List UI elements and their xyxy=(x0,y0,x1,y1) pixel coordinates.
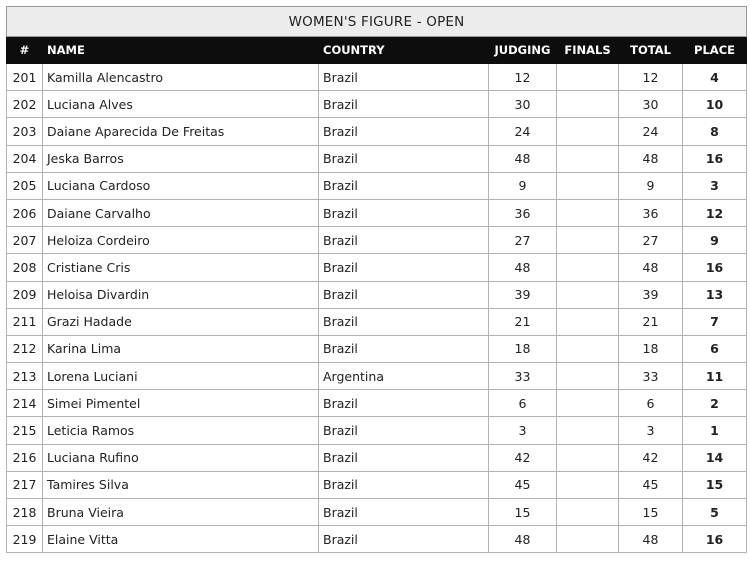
cell-finals xyxy=(557,417,619,444)
results-table-container xyxy=(6,6,746,553)
table-row xyxy=(7,254,747,281)
cell-name: Cristiane Cris xyxy=(43,254,319,281)
table-row xyxy=(7,118,747,145)
cell-total: 3 xyxy=(619,417,683,444)
table-row xyxy=(7,444,747,471)
cell-name: Karina Lima xyxy=(43,335,319,362)
cell-name: Luciana Rufino xyxy=(43,444,319,471)
cell-number: 203 xyxy=(7,118,43,145)
cell-country: Brazil xyxy=(319,91,489,118)
cell-finals xyxy=(557,308,619,335)
cell-judging: 27 xyxy=(489,227,557,254)
cell-number: 219 xyxy=(7,526,43,553)
cell-judging: 24 xyxy=(489,118,557,145)
cell-name: Daiane Carvalho xyxy=(43,199,319,226)
cell-name: Lorena Luciani xyxy=(43,363,319,390)
cell-country: Brazil xyxy=(319,471,489,498)
cell-place: 6 xyxy=(683,335,747,362)
table-row xyxy=(7,499,747,526)
cell-total: 36 xyxy=(619,199,683,226)
table-row xyxy=(7,417,747,444)
cell-finals xyxy=(557,444,619,471)
cell-number: 217 xyxy=(7,471,43,498)
cell-number: 211 xyxy=(7,308,43,335)
cell-country: Brazil xyxy=(319,64,489,91)
cell-judging: 36 xyxy=(489,199,557,226)
cell-place: 16 xyxy=(683,145,747,172)
cell-finals xyxy=(557,227,619,254)
cell-place: 16 xyxy=(683,526,747,553)
cell-name: Heloisa Divardin xyxy=(43,281,319,308)
cell-number: 201 xyxy=(7,64,43,91)
cell-place: 3 xyxy=(683,172,747,199)
cell-place: 11 xyxy=(683,363,747,390)
cell-number: 204 xyxy=(7,145,43,172)
cell-total: 6 xyxy=(619,390,683,417)
cell-country: Brazil xyxy=(319,199,489,226)
cell-country: Brazil xyxy=(319,390,489,417)
cell-number: 216 xyxy=(7,444,43,471)
table-row xyxy=(7,390,747,417)
cell-total: 21 xyxy=(619,308,683,335)
cell-country: Brazil xyxy=(319,172,489,199)
cell-number: 213 xyxy=(7,363,43,390)
cell-judging: 3 xyxy=(489,417,557,444)
cell-name: Daiane Aparecida De Freitas xyxy=(43,118,319,145)
cell-judging: 42 xyxy=(489,444,557,471)
cell-country: Brazil xyxy=(319,417,489,444)
cell-name: Jeska Barros xyxy=(43,145,319,172)
cell-total: 12 xyxy=(619,64,683,91)
cell-place: 2 xyxy=(683,390,747,417)
table-row xyxy=(7,64,747,91)
cell-finals xyxy=(557,335,619,362)
cell-total: 42 xyxy=(619,444,683,471)
cell-name: Luciana Cardoso xyxy=(43,172,319,199)
cell-judging: 48 xyxy=(489,254,557,281)
cell-finals xyxy=(557,199,619,226)
cell-place: 14 xyxy=(683,444,747,471)
cell-judging: 30 xyxy=(489,91,557,118)
cell-name: Leticia Ramos xyxy=(43,417,319,444)
results-table xyxy=(6,6,747,553)
cell-number: 207 xyxy=(7,227,43,254)
cell-number: 202 xyxy=(7,91,43,118)
cell-total: 48 xyxy=(619,254,683,281)
table-row xyxy=(7,199,747,226)
cell-judging: 39 xyxy=(489,281,557,308)
table-row xyxy=(7,227,747,254)
cell-total: 15 xyxy=(619,499,683,526)
table-row xyxy=(7,471,747,498)
header-total: TOTAL xyxy=(619,37,683,64)
table-title: WOMEN'S FIGURE - OPEN xyxy=(7,7,747,37)
table-row xyxy=(7,335,747,362)
cell-name: Elaine Vitta xyxy=(43,526,319,553)
cell-total: 27 xyxy=(619,227,683,254)
column-header-row xyxy=(7,37,747,64)
cell-number: 218 xyxy=(7,499,43,526)
cell-name: Luciana Alves xyxy=(43,91,319,118)
cell-judging: 33 xyxy=(489,363,557,390)
cell-country: Brazil xyxy=(319,499,489,526)
header-name: NAME xyxy=(43,37,319,64)
cell-number: 215 xyxy=(7,417,43,444)
cell-finals xyxy=(557,91,619,118)
cell-judging: 12 xyxy=(489,64,557,91)
cell-place: 10 xyxy=(683,91,747,118)
cell-total: 24 xyxy=(619,118,683,145)
table-row xyxy=(7,145,747,172)
cell-finals xyxy=(557,363,619,390)
cell-country: Brazil xyxy=(319,308,489,335)
cell-total: 48 xyxy=(619,145,683,172)
cell-total: 30 xyxy=(619,91,683,118)
cell-judging: 6 xyxy=(489,390,557,417)
header-place: PLACE xyxy=(683,37,747,64)
cell-number: 212 xyxy=(7,335,43,362)
cell-place: 16 xyxy=(683,254,747,281)
header-finals: FINALS xyxy=(557,37,619,64)
header-number: # xyxy=(7,37,43,64)
cell-finals xyxy=(557,281,619,308)
table-row xyxy=(7,172,747,199)
cell-place: 4 xyxy=(683,64,747,91)
header-country: COUNTRY xyxy=(319,37,489,64)
cell-finals xyxy=(557,390,619,417)
cell-country: Brazil xyxy=(319,281,489,308)
cell-finals xyxy=(557,118,619,145)
cell-finals xyxy=(557,471,619,498)
cell-total: 33 xyxy=(619,363,683,390)
cell-country: Brazil xyxy=(319,145,489,172)
cell-country: Argentina xyxy=(319,363,489,390)
cell-finals xyxy=(557,499,619,526)
cell-finals xyxy=(557,145,619,172)
cell-number: 209 xyxy=(7,281,43,308)
cell-place: 9 xyxy=(683,227,747,254)
cell-place: 15 xyxy=(683,471,747,498)
cell-country: Brazil xyxy=(319,227,489,254)
cell-total: 48 xyxy=(619,526,683,553)
cell-place: 8 xyxy=(683,118,747,145)
cell-finals xyxy=(557,64,619,91)
cell-number: 206 xyxy=(7,199,43,226)
cell-country: Brazil xyxy=(319,526,489,553)
cell-judging: 18 xyxy=(489,335,557,362)
cell-judging: 45 xyxy=(489,471,557,498)
table-row xyxy=(7,281,747,308)
cell-judging: 21 xyxy=(489,308,557,335)
table-title-row xyxy=(7,7,747,37)
cell-total: 45 xyxy=(619,471,683,498)
table-row xyxy=(7,308,747,335)
cell-country: Brazil xyxy=(319,335,489,362)
cell-total: 9 xyxy=(619,172,683,199)
cell-finals xyxy=(557,172,619,199)
cell-country: Brazil xyxy=(319,118,489,145)
table-row xyxy=(7,91,747,118)
cell-judging: 15 xyxy=(489,499,557,526)
cell-total: 18 xyxy=(619,335,683,362)
cell-number: 208 xyxy=(7,254,43,281)
cell-place: 7 xyxy=(683,308,747,335)
cell-country: Brazil xyxy=(319,444,489,471)
cell-country: Brazil xyxy=(319,254,489,281)
cell-place: 5 xyxy=(683,499,747,526)
cell-place: 1 xyxy=(683,417,747,444)
cell-name: Grazi Hadade xyxy=(43,308,319,335)
cell-number: 214 xyxy=(7,390,43,417)
cell-place: 13 xyxy=(683,281,747,308)
header-judging: JUDGING xyxy=(489,37,557,64)
cell-name: Heloiza Cordeiro xyxy=(43,227,319,254)
cell-finals xyxy=(557,254,619,281)
table-row xyxy=(7,526,747,553)
cell-name: Tamires Silva xyxy=(43,471,319,498)
cell-name: Simei Pimentel xyxy=(43,390,319,417)
cell-place: 12 xyxy=(683,199,747,226)
cell-judging: 9 xyxy=(489,172,557,199)
cell-total: 39 xyxy=(619,281,683,308)
cell-judging: 48 xyxy=(489,145,557,172)
cell-judging: 48 xyxy=(489,526,557,553)
cell-name: Kamilla Alencastro xyxy=(43,64,319,91)
cell-number: 205 xyxy=(7,172,43,199)
cell-finals xyxy=(557,526,619,553)
table-row xyxy=(7,363,747,390)
cell-name: Bruna Vieira xyxy=(43,499,319,526)
